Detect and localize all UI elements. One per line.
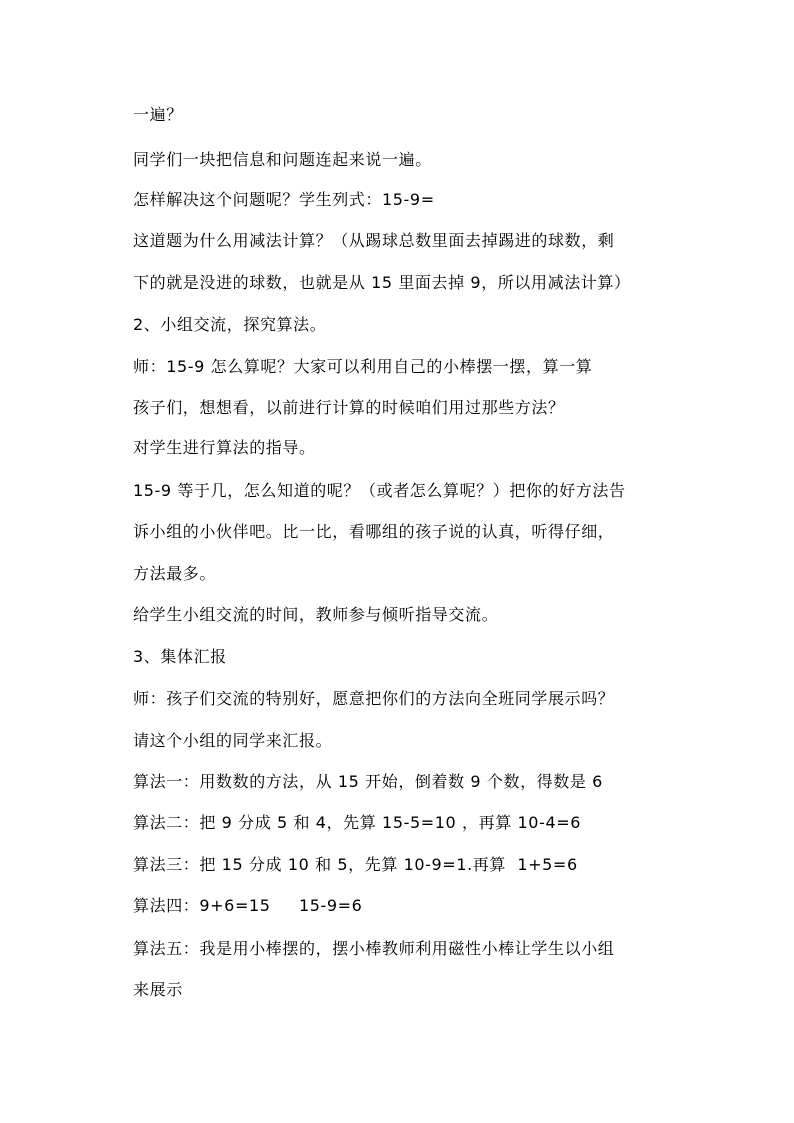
text-line: 给学生小组交流的时间，教师参与倾听指导交流。 <box>133 605 499 624</box>
text-line: 请这个小组的同学来汇报。 <box>133 731 333 750</box>
text-line: 算法二：把 9 分成 5 和 4，先算 15-5=10 ，再算 10-4=6 <box>133 813 582 832</box>
text-line: 对学生进行算法的指导。 <box>133 438 316 457</box>
text-line: 这道题为什么用减法计算？（从踢球总数里面去掉踢进的球数，剩 <box>133 231 615 250</box>
text-line: 师：孩子们交流的特别好，愿意把你们的方法向全班同学展示吗？ <box>133 689 615 708</box>
text-line: 来展示 <box>133 980 183 999</box>
section-heading: 3、集体汇报 <box>133 647 227 666</box>
text-line: 师：15-9 怎么算呢？大家可以利用自己的小棒摆一摆，算一算 <box>133 357 593 376</box>
text-line: 同学们一块把信息和问题连起来说一遍。 <box>133 150 432 169</box>
text-line: 诉小组的小伙伴吧。比一比，看哪组的孩子说的认真，听得仔细， <box>133 522 615 541</box>
text-line: 算法三：把 15 分成 10 和 5，先算 10-9=1.再算 1+5=6 <box>133 855 578 874</box>
text-line: 孩子们，想想看，以前进行计算的时候咱们用过那些方法？ <box>133 398 565 417</box>
text-line: 下的就是没进的球数，也就是从 15 里面去掉 9，所以用减法计算） <box>133 273 631 292</box>
text-line: 算法四：9+6=15 15-9=6 <box>133 896 363 915</box>
text-line: 算法一：用数数的方法，从 15 开始，倒着数 9 个数，得数是 6 <box>133 772 603 791</box>
text-line: 一遍？ <box>133 105 183 124</box>
section-heading: 2、小组交流，探究算法。 <box>133 315 327 334</box>
text-line: 算法五：我是用小棒摆的，摆小棒教师利用磁性小棒让学生以小组 <box>133 939 615 958</box>
text-line: 怎样解决这个问题呢？学生列式：15-9= <box>133 190 435 209</box>
text-line: 方法最多。 <box>133 564 217 583</box>
text-line: 15-9 等于几，怎么知道的呢？（或者怎么算呢？）把你的好方法告 <box>133 481 626 500</box>
